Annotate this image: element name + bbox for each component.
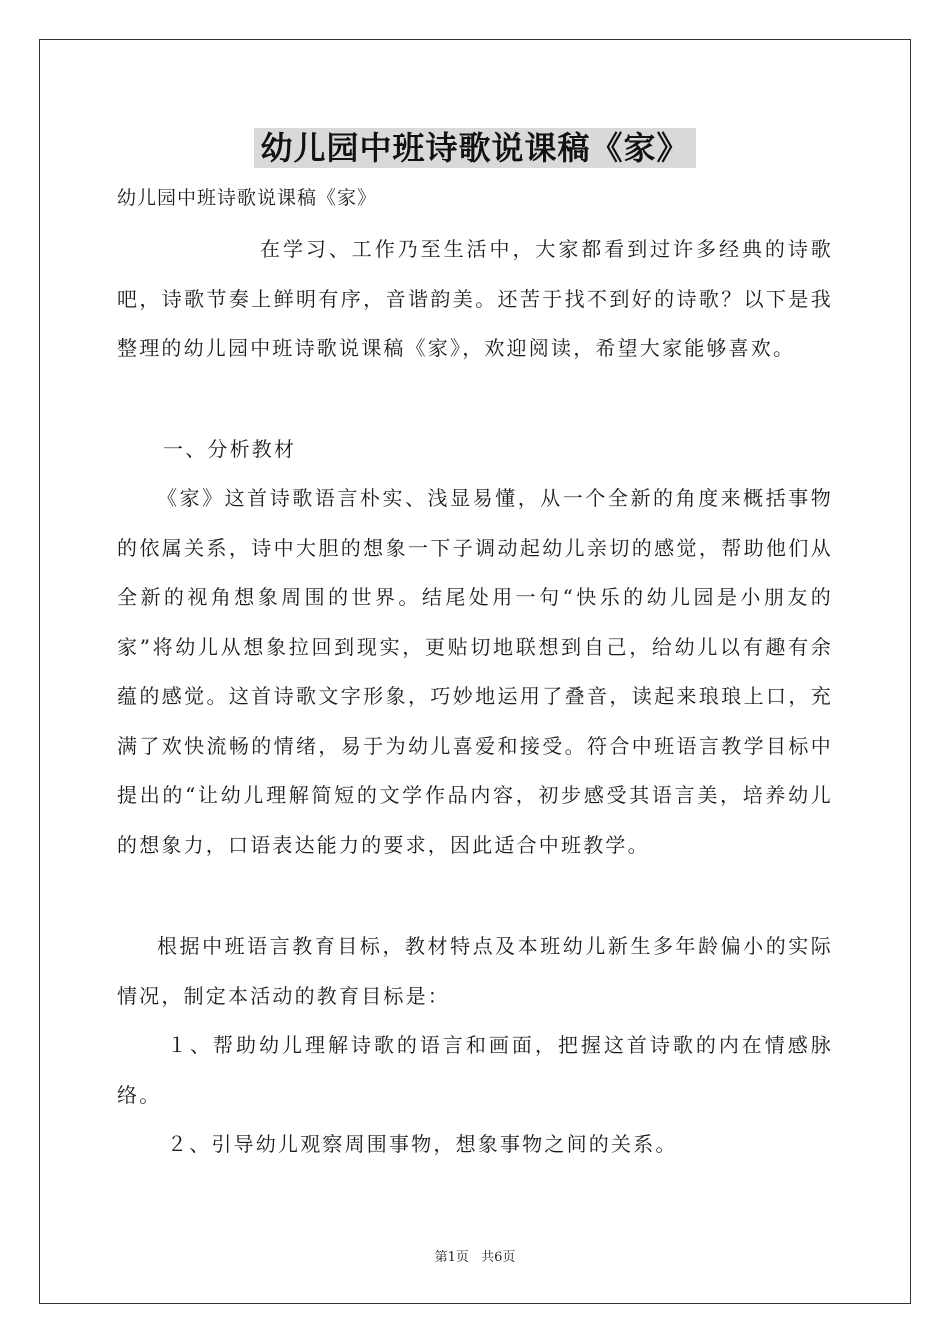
page-footer bbox=[0, 1249, 950, 1267]
paragraph-intro: 在学习、工作乃至生活中，大家都看到过许多经典的诗歌吧，诗歌节奏上鲜明有序，音谐韵美。还苦于找不到好的诗歌？以下是我整理的幼儿园中班诗歌说课稿《家》，欢迎阅读，希望大家能够喜欢。 bbox=[117, 237, 833, 360]
page-number: 第1页 bbox=[434, 1250, 469, 1265]
paragraph-analysis: 《家》这首诗歌语言朴实、浅显易懂，从一个全新的角度来概括事物的依属关系，诗中大胆的想象一下子调动起幼儿亲切的感觉，帮助他们从全新的视角想象周围的世界。结尾处用一句“快乐的幼儿园是小朋友的家”将幼儿从想象拉回到现实，更贴切地联想到自己，给幼儿以有趣有余蕴的感觉。这首诗歌文字形象，巧妙地运用了叠音，读起来琅琅上口，充满了欢快流畅的情绪，易于为幼儿喜爱和接受。符合中班语言教学目标中提出的“让幼儿理解简短的文学作品内容，初步感受其语言美，培养幼儿的想象力，口语表达能力的要求，因此适合中班教学。 bbox=[117, 486, 833, 857]
goal-item-2: ２、引导幼儿观察周围事物，想象事物之间的关系。 bbox=[167, 1132, 678, 1156]
document-title: 幼儿园中班诗歌说课稿《家》 bbox=[254, 128, 695, 168]
goal-item-1: １、帮助幼儿理解诗歌的语言和画面，把握这首诗歌的内在情感脉络。 bbox=[117, 1033, 833, 1107]
title-container bbox=[0, 128, 950, 168]
paragraph-goal-intro: 根据中班语言教育目标，教材特点及本班幼儿新生多年龄偏小的实际情况，制定本活动的教育目标是： bbox=[117, 934, 833, 1008]
page-total: 共6页 bbox=[481, 1250, 516, 1265]
document-subtitle: 幼儿园中班诗歌说课稿《家》 bbox=[117, 187, 378, 209]
section-heading: 一、分析教材 bbox=[163, 437, 297, 461]
